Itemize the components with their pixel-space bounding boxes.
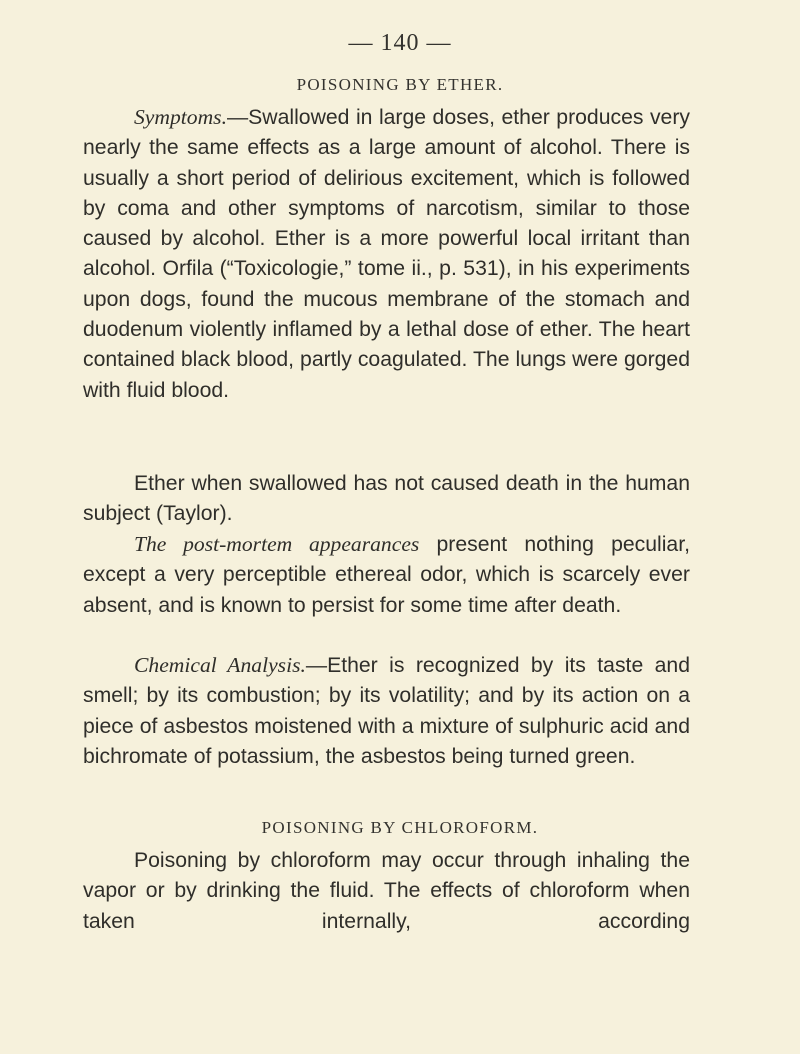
lead-chemical-analysis: Chemical Analysis.: [134, 653, 306, 677]
page-number: — 140 —: [348, 30, 452, 56]
symptoms-text: —Swallowed in large doses, ether produces very nearly the same effects as a large amount of alcohol. There is usually a short period of delirious excitement, which is followed by coma and other symptoms of narcotism, similar to those caused by alcohol. Ether is a more powerful local irritant than alcohol. Orfila (“Toxicologie,” tome ii., p. 531), in his experiments upon dogs, found the mucous membrane of the stomach and duodenum violently inflamed by a lethal dose of ether. The heart contained black blood, partly coagulated. The lungs were gorged with fluid blood.: [83, 106, 690, 402]
paragraph-post-mortem: [83, 529, 690, 621]
chemical-analysis-text: —Ether is recognized by its taste and smell; by its combustion; by its volatility; and by its action on a piece of asbestos moistened with a mixture of sulphuric acid and bichromate of potassium, the asbestos being turned green.: [83, 654, 690, 768]
section-heading-chloroform: POISONING BY CHLOROFORM.: [261, 818, 539, 837]
lead-post-mortem: The post-mortem appearances: [134, 532, 420, 556]
section-heading-ether: POISONING BY ETHER.: [296, 75, 504, 94]
lead-symptoms: Symptoms.: [134, 105, 227, 129]
paragraph-chemical-analysis: [83, 650, 690, 772]
paragraph-symptoms: [83, 102, 690, 406]
post-mortem-text: present nothing peculiar, except a very perceptible ethereal odor, which is scarcely ever absent, and is known to persist for some time after death.: [83, 533, 690, 617]
paragraph-swallowed: Ether when swallowed has not caused death in the human subject (Taylor).: [83, 472, 690, 526]
paragraph-chloroform-intro: Poisoning by chloroform may occur through inhaling the vapor or by drinking the fluid. The effects of chloroform when taken internally, according: [83, 849, 690, 933]
